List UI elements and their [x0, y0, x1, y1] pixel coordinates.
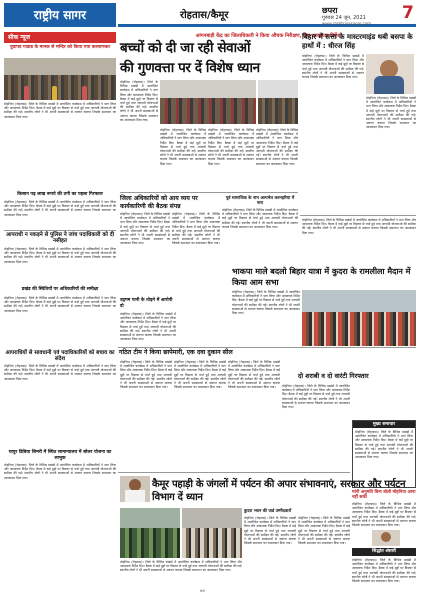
section-bar: सीक न्यूज: [4, 32, 116, 43]
story-3-text: मोहनिया (रोहतास)। जिले के विभिन्न प्रखंडों में आयोजित कार्यक्रम में अधिकारियों ने भाग लिया और आवश्यक निर्देश दिए। बैठक में कई मुद्दों पर विस्तार से चर्चा हुई तथा आगामी योजनाओं की समीक्षा की गई। स्थानीय लोगों ने भी अपनी समस्याओं से अवगत कराया जिसके समाधान का आश्वासन दिया गया।: [232, 290, 300, 316]
news-box-text: मोहनिया (रोहतास)। जिले के विभिन्न प्रखंडों में आयोजित कार्यक्रम में अधिकारियों ने भाग लिया और आवश्यक निर्देश दिए। बैठक में कई मुद्दों पर विस्तार से चर्चा हुई तथा आगामी योजनाओं की समीक्षा की गई। स्थानीय लोगों ने भी अपनी समस्याओं से अवगत कराया जिसके समाधान का आश्वासन दिया गया।: [355, 430, 413, 460]
lead-text-col-4: मोहनिया (रोहतास)। जिले के विभिन्न प्रखंडों में आयोजित कार्यक्रम में अधिकारियों ने भाग लिया और आवश्यक निर्देश दिए। बैठक में कई मुद्दों पर विस्तार से चर्चा हुई तथा आगामी योजनाओं की समीक्षा की गई। स्थानीय लोगों ने भी अपनी समस्याओं से अवगत कराया जिसके समाधान का आश्वासन दिया गया।: [256, 128, 298, 166]
story-8-head: कुदरा भवन की वार्ड उम्मीदवारों: [244, 508, 292, 513]
left-head-4: प्रखंड की स्थितियों पर अधिकारियों की समीक्षा: [21, 287, 99, 292]
left-story-3-text: मोहनिया (रोहतास)। जिले के विभिन्न प्रखंडों में आयोजित कार्यक्रम में अधिकारियों ने भाग लिया और आवश्यक निर्देश दिए। बैठक में कई मुद्दों पर विस्तार से चर्चा हुई तथा आगामी योजनाओं की समीक्षा की गई। स्थानीय लोगों ने भी अपनी समस्याओं से अवगत कराया जिसके समाधान का आश्वासन दिया गया।: [4, 247, 116, 264]
lead-text-col-2: मोहनिया (रोहतास)। जिले के विभिन्न प्रखंडों में आयोजित कार्यक्रम में अधिकारियों ने भाग लिया और आवश्यक निर्देश दिए। बैठक में कई मुद्दों पर विस्तार से चर्चा हुई तथा आगामी योजनाओं की समीक्षा की गई। स्थानीय लोगों ने भी अपनी समस्याओं से अवगत कराया जिसके समाधान का आश्वासन दिया गया।: [160, 128, 206, 166]
news-box-title: मुख्य समाचार: [353, 421, 415, 428]
edition-date: गुरुवार 24 जून, 2021: [322, 15, 366, 21]
left-story-2-text: मोहनिया (रोहतास)। जिले के विभिन्न प्रखंडों में आयोजित कार्यक्रम में अधिकारियों ने भाग लिया और आवश्यक निर्देश दिए। बैठक में कई मुद्दों पर विस्तार से चर्चा हुई तथा आगामी योजनाओं की समीक्षा की गई। स्थानीय लोगों ने भी अपनी समस्याओं से अवगत कराया जिसके समाधान का आश्वासन दिया गया।: [4, 200, 116, 217]
masthead: [0, 0, 421, 30]
story-3-headline: भाकपा माले बदलो बिहार यात्रा में कुदरा के रामलीला मैदान में किया आम सभा: [232, 267, 411, 287]
left-head-1: युवापद गाडाड के मानक से मन्दिर को किया गया कल्याणकर: [10, 45, 110, 50]
rally-photo: [302, 290, 416, 346]
divider: [118, 347, 416, 348]
story-1-head: जिला अधिकारियों को आय व्यय पर कार्यकारिणी की बैठक संपन्न: [120, 195, 198, 210]
portrait-small: [372, 530, 400, 546]
story-7-text-c: मोहनिया (रोहतास)। जिले के विभिन्न प्रखंडों में आयोजित कार्यक्रम में अधिकारियों ने भाग लिया और आवश्यक निर्देश दिए। बैठक में कई मुद्दों पर विस्तार से चर्चा हुई तथा आगामी योजनाओं की समीक्षा की गई। स्थानीय लोगों ने भी अपनी समस्याओं से अवगत कराया जिसके समाधान का आश्वासन दिया गया।: [298, 516, 350, 546]
masthead-bar: [118, 3, 416, 27]
forest-photo-1: [120, 508, 180, 558]
right-mid-text: मोहनिया (रोहतास)। जिले के विभिन्न प्रखंडों में आयोजित कार्यक्रम में अधिकारियों ने भाग लिया और आवश्यक निर्देश दिए। बैठक में कई मुद्दों पर विस्तार से चर्चा हुई तथा आगामी योजनाओं की समीक्षा की गई। स्थानीय लोगों ने भी अपनी समस्याओं से अवगत कराया जिसके समाधान का आश्वासन दिया गया।: [302, 218, 416, 235]
story-6-text-a: मोहनिया (रोहतास)। जिले के विभिन्न प्रखंडों में आयोजित कार्यक्रम में अधिकारियों ने भाग लिया और आवश्यक निर्देश दिए। बैठक में कई मुद्दों पर विस्तार से चर्चा हुई तथा आगामी योजनाओं की समीक्षा की गई। स्थानीय लोगों ने भी अपनी समस्याओं से अवगत कराया जिसके समाधान का आश्वासन दिया गया।: [282, 384, 350, 410]
forest-portrait: [120, 476, 150, 502]
story-9-bar: सिद्धांत अंसारी: [352, 548, 416, 556]
newspaper-logo: राष्ट्रीय सागर: [4, 3, 116, 27]
right-top-portrait: [366, 54, 414, 94]
story-11-text: मोहनिया (रोहतास)। जिले के विभिन्न प्रखंडों में आयोजित कार्यक्रम में अधिकारियों ने भाग लिया और आवश्यक निर्देश दिए। बैठक में कई मुद्दों पर विस्तार से चर्चा हुई तथा आगामी योजनाओं की समीक्षा की गई। स्थानीय लोगों ने भी अपनी समस्याओं से अवगत कराया जिसके समाधान का आश्वासन दिया गया।: [352, 502, 416, 528]
story-1-text-b: मोहनिया (रोहतास)। जिले के विभिन्न प्रखंडों में आयोजित कार्यक्रम में अधिकारियों ने भाग लिया और आवश्यक निर्देश दिए। बैठक में कई मुद्दों पर विस्तार से चर्चा हुई तथा आगामी योजनाओं की समीक्षा की गई। स्थानीय लोगों ने भी अपनी समस्याओं से अवगत कराया जिसके समाधान का आश्वासन दिया गया।: [172, 212, 220, 246]
edition-city: छपरा: [322, 6, 338, 15]
story-1-text-a: मोहनिया (रोहतास)। जिले के विभिन्न प्रखंडों में आयोजित कार्यक्रम में अधिकारियों ने भाग लिया और आवश्यक निर्देश दिए। बैठक में कई मुद्दों पर विस्तार से चर्चा हुई तथा आगामी योजनाओं की समीक्षा की गई। स्थानीय लोगों ने भी अपनी समस्याओं से अवगत कराया जिसके समाधान का आश्वासन दिया गया।: [120, 212, 170, 246]
footer: क्रम: [200, 589, 205, 593]
lead-headline-line-1: बच्चों को दी जा रही सेवाओं: [120, 40, 251, 56]
lead-text-col-3: मोहनिया (रोहतास)। जिले के विभिन्न प्रखंडों में आयोजित कार्यक्रम में अधिकारियों ने भाग लिया और आवश्यक निर्देश दिए। बैठक में कई मुद्दों पर विस्तार से चर्चा हुई तथा आगामी योजनाओं की समीक्षा की गई। स्थानीय लोगों ने भी अपनी समस्याओं से अवगत कराया जिसके समाधान का आश्वासन दिया गया।: [208, 128, 254, 166]
lead-photo-2: [258, 80, 298, 124]
story-5-text-c: मोहनिया (रोहतास)। जिले के विभिन्न प्रखंडों में आयोजित कार्यक्रम में अधिकारियों ने भाग लिया और आवश्यक निर्देश दिए। बैठक में कई मुद्दों पर विस्तार से चर्चा हुई तथा आगामी योजनाओं की समीक्षा की गई। स्थानीय लोगों ने भी अपनी समस्याओं से अवगत कराया जिसके समाधान का आश्वासन दिया गया।: [228, 360, 280, 390]
divider: [300, 215, 416, 216]
website: www.rashtriyasagar.com: [322, 21, 372, 26]
story-7-headline: कैमूर पहाड़ी के जंगलों में पर्यटन की अपार संभावनाएं, सरकार और पर्यटन विभाग दें ध्यान: [152, 479, 406, 503]
story-5-text-b: मोहनिया (रोहतास)। जिले के विभिन्न प्रखंडों में आयोजित कार्यक्रम में अधिकारियों ने भाग लिया और आवश्यक निर्देश दिए। बैठक में कई मुद्दों पर विस्तार से चर्चा हुई तथा आगामी योजनाओं की समीक्षा की गई। स्थानीय लोगों ने भी अपनी समस्याओं से अवगत कराया जिसके समाधान का आश्वासन दिया गया।: [174, 360, 226, 390]
lead-photo-1: [160, 80, 256, 124]
left-head-2: किसान पढ़ लाख रूपये की ठगी का पहला गिरफ्तार: [17, 192, 103, 197]
divider: [120, 192, 298, 193]
lead-kicker: आंगनबाड़ी केंद्र का जिलाधिकारी ने किया औचक निरीक्षण, दिए आवश्यक निर्देश: [195, 33, 341, 39]
left-story-5-text: मोहनिया (रोहतास)। जिले के विभिन्न प्रखंडों में आयोजित कार्यक्रम में अधिकारियों ने भाग लिया और आवश्यक निर्देश दिए। बैठक में कई मुद्दों पर विस्तार से चर्चा हुई तथा आगामी योजनाओं की समीक्षा की गई। स्थानीय लोगों ने भी अपनी समस्याओं से अवगत कराया जिसके समाधान का आश्वासन दिया गया।: [4, 364, 116, 381]
left-story-1-text: मोहनिया (रोहतास)। जिले के विभिन्न प्रखंडों में आयोजित कार्यक्रम में अधिकारियों ने भाग लिया और आवश्यक निर्देश दिए। बैठक में कई मुद्दों पर विस्तार से चर्चा हुई तथा आगामी योजनाओं की समीक्षा की गई। स्थानीय लोगों ने भी अपनी समस्याओं से अवगत कराया जिसके समाधान का आश्वासन दिया गया।: [4, 102, 116, 119]
edition-place: रोहतास/कैमूर: [180, 10, 229, 21]
left-head-3: आपराधी न पकड़ने से पुलिस ने जांच पदाधिकारी को दी नसीहत: [5, 232, 115, 245]
story-7-text-a: मोहनिया (रोहतास)। जिले के विभिन्न प्रखंडों में आयोजित कार्यक्रम में अधिकारियों ने भाग लिया और आवश्यक निर्देश दिए। बैठक में कई मुद्दों पर विस्तार से चर्चा हुई तथा आगामी योजनाओं की समीक्षा की गई। स्थानीय लोगों ने भी अपनी समस्याओं से अवगत कराया जिसके समाधान का आश्वासन दिया गया।: [120, 560, 242, 573]
right-top-headline: बिहार में सत्ता के मास्टरमाइंड थबी बसपा के हाथों में : धीरज सिंह: [302, 33, 413, 50]
divider: [4, 230, 116, 231]
right-top-text-1: मोहनिया (रोहतास)। जिले के विभिन्न प्रखंडों में आयोजित कार्यक्रम में अधिकारियों ने भाग लिया और आवश्यक निर्देश दिए। बैठक में कई मुद्दों पर विस्तार से चर्चा हुई तथा आगामी योजनाओं की समीक्षा की गई। स्थानीय लोगों ने भी अपनी समस्याओं से अवगत कराया जिसके समाधान का आश्वासन दिया गया।: [302, 54, 364, 80]
story-9-text: मोहनिया (रोहतास)। जिले के विभिन्न प्रखंडों में आयोजित कार्यक्रम में अधिकारियों ने भाग लिया और आवश्यक निर्देश दिए। बैठक में कई मुद्दों पर विस्तार से चर्चा हुई तथा आगामी योजनाओं की समीक्षा की गई। स्थानीय लोगों ने भी अपनी समस्याओं से अवगत कराया जिसके समाधान का आश्वासन दिया गया।: [352, 558, 416, 584]
right-top-text-2: मोहनिया (रोहतास)। जिले के विभिन्न प्रखंडों में आयोजित कार्यक्रम में अधिकारियों ने भाग लिया और आवश्यक निर्देश दिए। बैठक में कई मुद्दों पर विस्तार से चर्चा हुई तथा आगामी योजनाओं की समीक्षा की गई। स्थानीय लोगों ने भी अपनी समस्याओं से अवगत कराया जिसके समाधान का आश्वासन दिया गया।: [366, 96, 416, 130]
lead-headline-line-2: की गुणवत्ता पर दें विशेष ध्यान: [120, 60, 260, 76]
story-5-text-a: मोहनिया (रोहतास)। जिले के विभिन्न प्रखंडों में आयोजित कार्यक्रम में अधिकारियों ने भाग लिया और आवश्यक निर्देश दिए। बैठक में कई मुद्दों पर विस्तार से चर्चा हुई तथा आगामी योजनाओं की समीक्षा की गई। स्थानीय लोगों ने भी अपनी समस्याओं से अवगत कराया जिसके समाधान का आश्वासन दिया गया।: [120, 360, 172, 390]
story-5-headline: गठित टीम ने किया छापेमारी, एक दवा दुकान सील: [119, 349, 233, 356]
page-number: 7: [402, 3, 414, 23]
left-head-6: चापुर डिबिया सिमरी में स्थित सामान्यालय में सोलर योजना का लाभुक: [8, 450, 112, 461]
left-story-4-text: मोहनिया (रोहतास)। जिले के विभिन्न प्रखंडों में आयोजित कार्यक्रम में अधिकारियों ने भाग लिया और आवश्यक निर्देश दिए। बैठक में कई मुद्दों पर विस्तार से चर्चा हुई तथा आगामी योजनाओं की समीक्षा की गई। स्थानीय लोगों ने भी अपनी समस्याओं से अवगत कराया जिसके समाधान का आश्वासन दिया गया।: [4, 296, 116, 313]
story-11-head: मांगी अनुमति बिना बोली मोहनिया आना नहीं सकी: [352, 490, 416, 501]
left-photo: [4, 58, 116, 100]
story-4-head: उद्गगम पानी के तोड़ने में आरोपी दो: [120, 298, 173, 309]
lead-text-col-1: मोहनिया (रोहतास)। जिले के विभिन्न प्रखंडों में आयोजित कार्यक्रम में अधिकारियों ने भाग लिया और आवश्यक निर्देश दिए। बैठक में कई मुद्दों पर विस्तार से चर्चा हुई तथा आगामी योजनाओं की समीक्षा की गई। स्थानीय लोगों ने भी अपनी समस्याओं से अवगत कराया जिसके समाधान का आश्वासन दिया गया।: [120, 80, 158, 122]
story-2-head: पूर्व सामाजिक के नाम अल्पमेल करनहरिया में नारा: [225, 195, 295, 206]
left-head-5: आपराधियों से सावधानी एवं पदाधिकारियों को बचाव का संदेश: [5, 350, 115, 363]
divider: [118, 472, 350, 473]
story-2-text: मोहनिया (रोहतास)। जिले के विभिन्न प्रखंडों में आयोजित कार्यक्रम में अधिकारियों ने भाग लिया और आवश्यक निर्देश दिए। बैठक में कई मुद्दों पर विस्तार से चर्चा हुई तथा आगामी योजनाओं की समीक्षा की गई। स्थानीय लोगों ने भी अपनी समस्याओं से अवगत कराया जिसके समाधान का आश्वासन दिया गया।: [222, 208, 298, 229]
story-7-text-b: मोहनिया (रोहतास)। जिले के विभिन्न प्रखंडों में आयोजित कार्यक्रम में अधिकारियों ने भाग लिया और आवश्यक निर्देश दिए। बैठक में कई मुद्दों पर विस्तार से चर्चा हुई तथा आगामी योजनाओं की समीक्षा की गई। स्थानीय लोगों ने भी अपनी समस्याओं से अवगत कराया जिसके समाधान का आश्वासन दिया गया।: [244, 516, 296, 546]
left-story-6-text: मोहनिया (रोहतास)। जिले के विभिन्न प्रखंडों में आयोजित कार्यक्रम में अधिकारियों ने भाग लिया और आवश्यक निर्देश दिए। बैठक में कई मुद्दों पर विस्तार से चर्चा हुई तथा आगामी योजनाओं की समीक्षा की गई। स्थानीय लोगों ने भी अपनी समस्याओं से अवगत कराया जिसके समाधान का आश्वासन दिया गया।: [4, 463, 116, 480]
forest-photo-2: [182, 508, 242, 558]
story-6-headline: दो शराबी व दो वारंटी गिरफ्तार: [298, 372, 369, 380]
story-4-text: मोहनिया (रोहतास)। जिले के विभिन्न प्रखंडों में आयोजित कार्यक्रम में अधिकारियों ने भाग लिया और आवश्यक निर्देश दिए। बैठक में कई मुद्दों पर विस्तार से चर्चा हुई तथा आगामी योजनाओं की समीक्षा की गई। स्थानीय लोगों ने भी अपनी समस्याओं से अवगत कराया जिसके समाधान का आश्वासन दिया गया।: [120, 312, 176, 342]
